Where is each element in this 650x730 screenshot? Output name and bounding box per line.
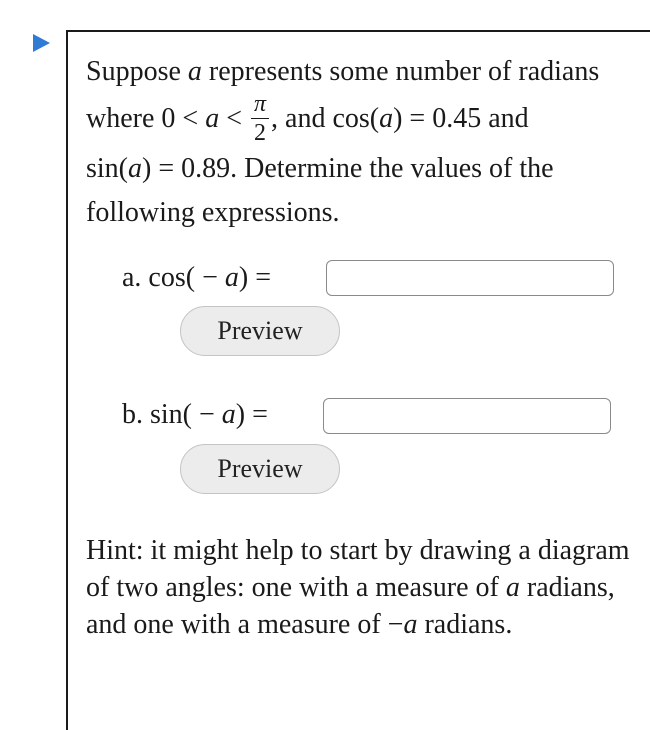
part-a-label: a. cos( − a) = bbox=[122, 262, 271, 293]
part-a-preview-button[interactable]: Preview bbox=[180, 306, 340, 356]
hint-text: Hint: it might help to start by drawing a diagram of two angles: one with a measure of a radians, and one with a measure of −a radians. bbox=[86, 535, 630, 640]
collapse-triangle-icon[interactable] bbox=[33, 34, 50, 52]
part-b-preview-button[interactable]: Preview bbox=[180, 444, 340, 494]
part-b-answer-input[interactable] bbox=[323, 398, 611, 434]
question-text: Suppose a represents some number of radians where 0 < a < $\frac{\pi}{2}$ , and cos(a) = 0.45 and sin(a) = 0.89. Determine the values of the following expressions. bbox=[86, 56, 600, 228]
part-b-label: b. sin( − a) = bbox=[122, 399, 268, 430]
part-a-answer-input[interactable] bbox=[326, 260, 614, 296]
pi-over-2-fraction: $\frac{\pi}{2}$ bbox=[251, 92, 269, 145]
var-a: a bbox=[187, 56, 202, 87]
